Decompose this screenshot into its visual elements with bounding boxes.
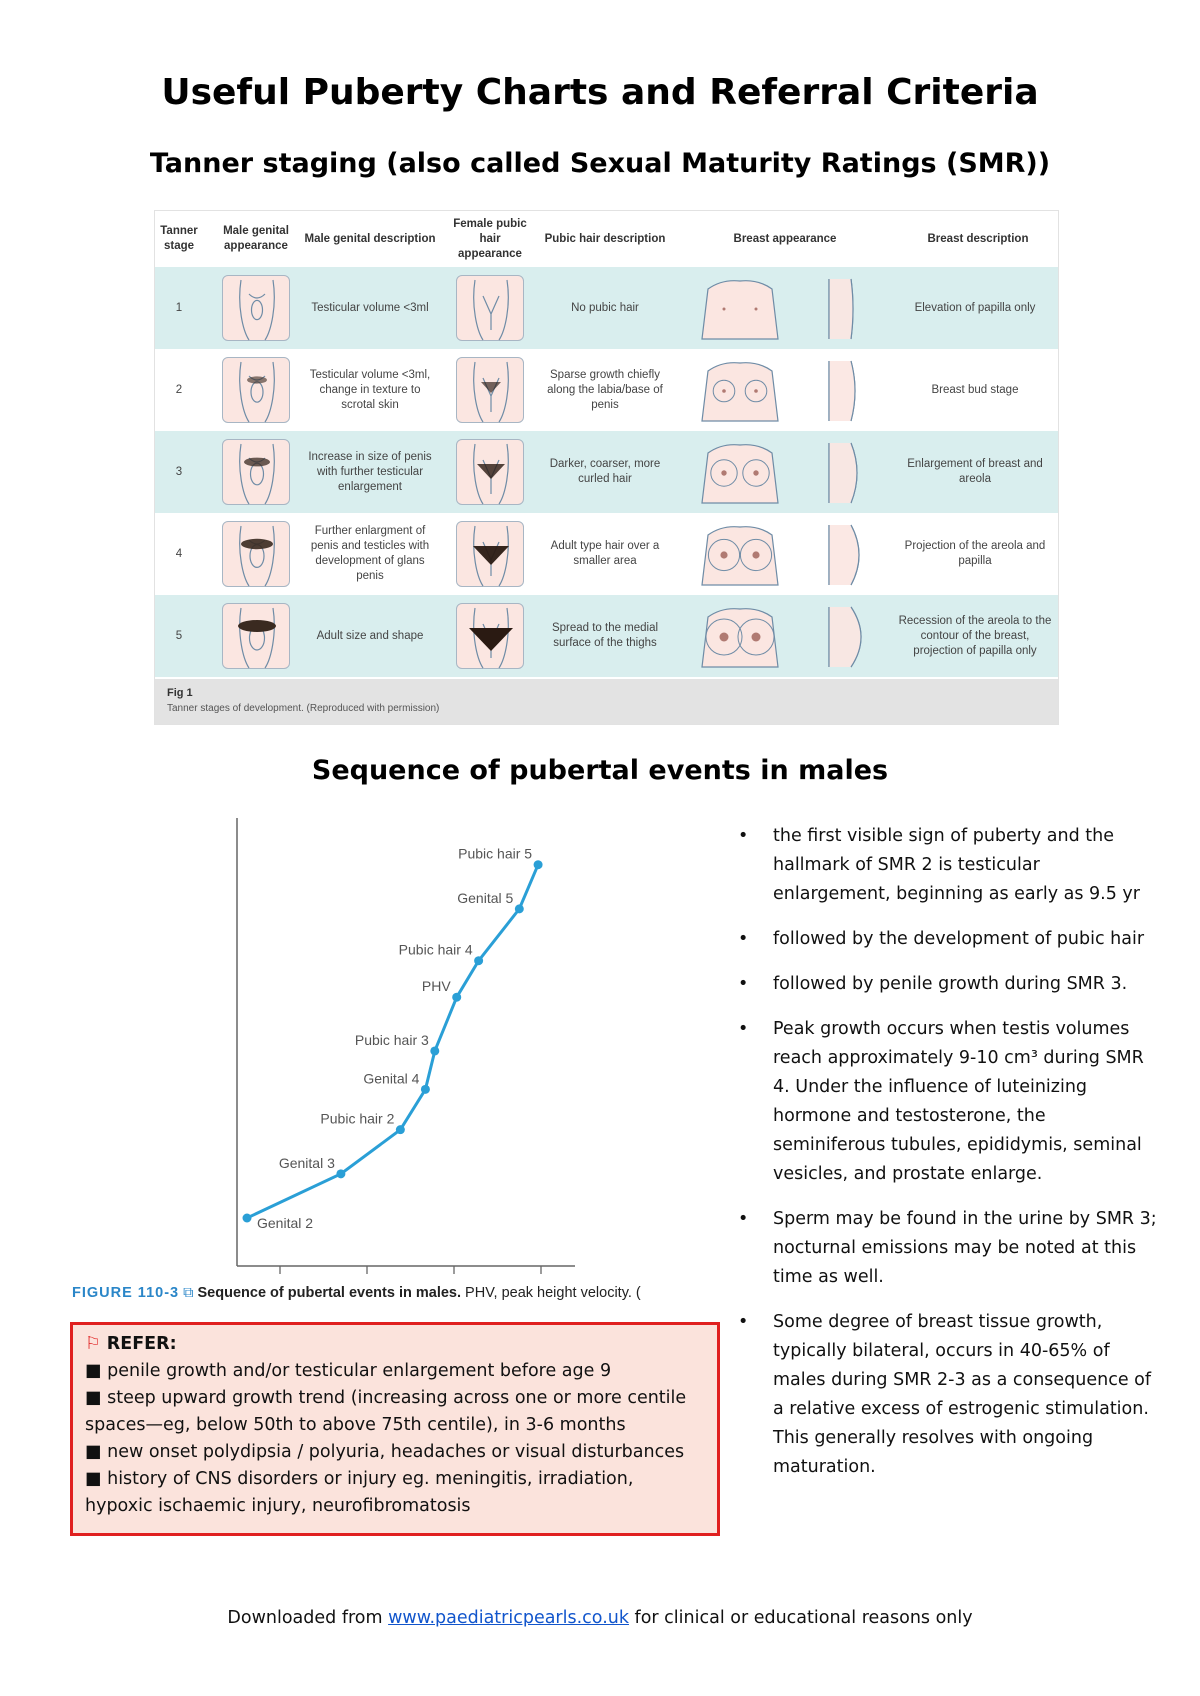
refer-item: ■ history of CNS disorders or injury eg. meningitis, irradiation, hypoxic ischaemic injury, neurofibromatosis <box>85 1469 634 1516</box>
page-title: Useful Puberty Charts and Referral Criteria <box>161 72 1039 113</box>
sequence-heading: Sequence of pubertal events in males <box>311 755 889 786</box>
breast-description: Breast bud stage <box>931 383 1019 396</box>
data-label: Genital 5 <box>457 889 514 906</box>
tanner-table <box>154 210 1059 725</box>
pubic-hair-illustration <box>447 431 533 513</box>
table-row <box>155 513 1058 595</box>
pubic-hair-description: Darker, coarser, more curled hair <box>549 458 661 485</box>
stage-number: 5 <box>175 629 183 642</box>
list-item: • followed by penile growth during SMR 3. <box>738 970 1158 999</box>
footer <box>0 1608 1200 1628</box>
figure-label: Fig 1 <box>167 687 193 699</box>
stage-number: 2 <box>175 383 183 396</box>
refer-heading-line <box>85 1331 705 1358</box>
breast-side-illustration <box>795 267 885 349</box>
table-row <box>155 267 1058 349</box>
data-point <box>243 1214 252 1223</box>
breast-description: Recession of the areola to the contour of the breast, projection of papilla only <box>898 614 1052 657</box>
data-label: Pubic hair 5 <box>458 845 533 862</box>
pubic-hair-illustration <box>447 349 533 431</box>
breast-front-illustration <box>685 267 795 349</box>
chart-caption-title: Sequence of pubertal events in males. <box>197 1285 462 1301</box>
pubic-hair-description: Sparse growth chiefly along the labia/base of penis <box>547 368 663 411</box>
breast-side-illustration <box>795 431 885 513</box>
male-genital-illustration <box>211 431 301 513</box>
table-row <box>155 349 1058 431</box>
breast-side-illustration <box>795 595 885 677</box>
figure-footer <box>155 679 1058 724</box>
refer-heading: REFER: <box>106 1334 177 1354</box>
flag-icon: ⚐ <box>85 1334 101 1354</box>
header-male-appearance: Male genital appearance <box>223 225 289 252</box>
list-item: • Sperm may be found in the urine by SMR 3; nocturnal emissions may be noted at this time as well. <box>738 1205 1158 1292</box>
source-link[interactable]: www.paediatricpearls.co.uk <box>388 1608 629 1628</box>
data-point <box>474 956 483 965</box>
breast-front-illustration <box>685 431 795 513</box>
breast-front-illustration <box>685 513 795 595</box>
header-stage: Tanner stage <box>160 225 198 252</box>
footer-prefix: Downloaded from <box>227 1608 389 1628</box>
data-point <box>452 993 461 1002</box>
male-genital-description: Testicular volume <3ml, change in texture to scrotal skin <box>309 368 431 411</box>
male-genital-description: Increase in size of penis with further testicular enlargement <box>308 450 432 493</box>
chart-caption-figure: FIGURE 110-3 <box>72 1285 180 1301</box>
breast-description: Elevation of papilla only <box>914 301 1036 314</box>
pubic-hair-illustration <box>447 513 533 595</box>
data-label: Genital 2 <box>257 1215 314 1231</box>
header-breast-appearance: Breast appearance <box>733 232 837 245</box>
data-point <box>515 904 524 913</box>
breast-side-illustration <box>795 513 885 595</box>
pubic-hair-illustration <box>447 267 533 349</box>
footer-suffix: for clinical or educational reasons only <box>628 1608 973 1628</box>
tanner-heading: Tanner staging (also called Sexual Maturity Ratings (SMR)) <box>149 148 1051 179</box>
male-genital-illustration <box>211 349 301 431</box>
pubic-hair-illustration <box>447 595 533 677</box>
male-genital-description: Testicular volume <3ml <box>311 301 429 314</box>
chart-caption-note: PHV, peak height velocity. ( <box>465 1285 641 1301</box>
stage-number: 4 <box>175 547 183 560</box>
male-genital-illustration <box>211 513 301 595</box>
header-male-description: Male genital description <box>304 232 436 245</box>
header-breast-description: Breast description <box>927 232 1029 245</box>
header-pubic-description: Pubic hair description <box>544 232 666 245</box>
pubic-hair-description: No pubic hair <box>571 301 639 314</box>
pubic-hair-description: Spread to the medial surface of the thighs <box>551 622 659 649</box>
data-point <box>430 1046 439 1055</box>
chart-caption <box>72 1285 641 1301</box>
list-item: • followed by the development of pubic hair <box>738 925 1158 954</box>
data-point <box>336 1169 345 1178</box>
breast-front-illustration <box>685 349 795 431</box>
refer-item: ■ steep upward growth trend (increasing across one or more centile spaces—eg, below 50th to above 75th centile), in 3-6 months <box>85 1388 687 1435</box>
data-point <box>421 1085 430 1094</box>
male-genital-illustration <box>211 595 301 677</box>
stage-number: 1 <box>175 301 183 314</box>
refer-item: ■ new onset polydipsia / polyuria, headaches or visual disturbances <box>85 1442 685 1462</box>
list-item: • the first visible sign of puberty and the hallmark of SMR 2 is testicular enlargement, beginning as early as 9.5 yr <box>738 822 1158 909</box>
data-label: Genital 3 <box>278 1154 335 1171</box>
pubertal-facts-list <box>738 822 1158 1498</box>
data-label: Pubic hair 3 <box>354 1031 429 1048</box>
header-pubic-appearance: Female pubic hair appearance <box>453 217 527 260</box>
male-genital-description: Adult size and shape <box>316 629 424 642</box>
breast-description: Enlargement of breast and areola <box>907 458 1043 485</box>
male-genital-illustration <box>211 267 301 349</box>
pubertal-sequence-chart <box>225 818 695 1278</box>
list-item: • Peak growth occurs when testis volumes reach approximately 9-10 cm³ during SMR 4. Under the influence of luteinizing hormone and testosterone, the seminiferous tubules, epididymis, seminal vesicles, and prostate enlarge. <box>738 1015 1158 1189</box>
breast-description: Projection of the areola and papilla <box>904 540 1046 567</box>
data-point <box>396 1125 405 1134</box>
refer-box <box>70 1322 720 1536</box>
data-label: Pubic hair 4 <box>398 941 473 958</box>
figure-caption: Tanner stages of development. (Reproduced with permission) <box>167 703 440 714</box>
data-label: PHV <box>421 978 451 995</box>
male-genital-description: Further enlargment of penis and testicles with development of glans penis <box>310 525 430 582</box>
list-item: • Some degree of breast tissue growth, typically bilateral, occurs in 40-65% of males during SMR 2-3 as a consequence of a relative excess of estrogenic stimulation. This generally resolves with ongoing maturation. <box>738 1308 1158 1482</box>
data-label: Genital 4 <box>363 1070 420 1087</box>
pubic-hair-description: Adult type hair over a smaller area <box>550 540 660 567</box>
table-row <box>155 431 1058 513</box>
data-point <box>534 860 543 869</box>
table-row <box>155 595 1058 677</box>
refer-item: ■ penile growth and/or testicular enlargement before age 9 <box>85 1361 612 1381</box>
external-link-icon: ⧉ <box>183 1285 194 1301</box>
breast-front-illustration <box>685 595 795 677</box>
table-header <box>155 211 1060 267</box>
data-label: Pubic hair 2 <box>320 1110 395 1127</box>
breast-side-illustration <box>795 349 885 431</box>
stage-number: 3 <box>175 465 183 478</box>
